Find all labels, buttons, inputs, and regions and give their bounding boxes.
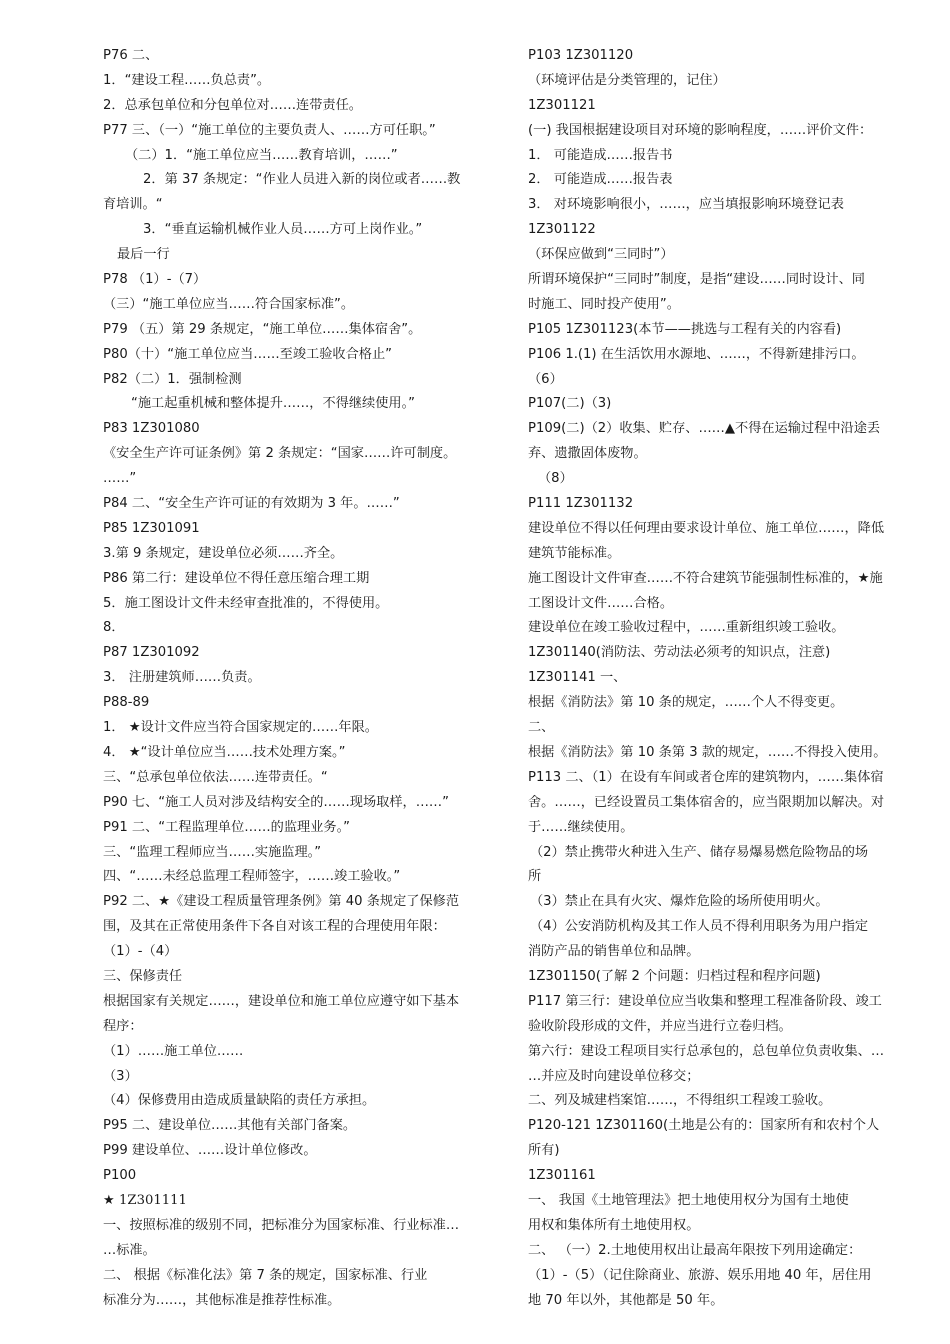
right-text-line: 1Z301122 <box>528 222 596 238</box>
right-text-line: 1Z301150(了解 2 个问题：归档过程和程序问题) <box>528 968 821 984</box>
left-text-line: 一、按照标准的级别不同，把标准分为国家标准、行业标准… <box>103 1217 460 1233</box>
left-text-line: 标准分为……，其他标准是推荐性标准。 <box>103 1292 341 1308</box>
left-text-line: P85 1Z301091 <box>103 520 200 536</box>
right-text-line: （4）公安消防机构及其工作人员不得利用职务为用户指定 <box>530 919 869 935</box>
right-text-line: 所 <box>528 869 542 885</box>
right-text-line: 用权和集体所有土地使用权。 <box>528 1217 700 1233</box>
left-text-line: 5．施工图设计文件未经审查批准的，不得使用。 <box>103 595 389 611</box>
left-text-line: 三、“总承包单位依法……连带责任。“ <box>103 769 328 785</box>
left-text-line: 围，及其在正常使用条件下各自对该工程的合理使用年限： <box>103 919 446 935</box>
right-text-line: P103 1Z301120 <box>528 48 634 63</box>
left-text-line: （1）-（4） <box>103 944 178 960</box>
left-text-line: P82（二）1．强制检测 <box>103 371 242 387</box>
left-text-line: 2．第 37 条规定：“作业人员进入新的岗位或者……教 <box>143 172 461 188</box>
left-text-line: 3．“垂直运输机械作业人员……方可上岗作业。” <box>143 222 423 238</box>
left-text-line: P86 第二行：建设单位不得任意压缩合理工期 <box>103 570 370 586</box>
left-text-line: ……” <box>103 471 137 487</box>
right-text-line: 弃、遗撒固体废物。 <box>528 446 647 462</box>
left-text-line: P95 二、建设单位……其他有关部门备案。 <box>103 1118 357 1134</box>
right-text-line: 3． 对环境影响很小，……，应当填报影响环境登记表 <box>528 197 844 213</box>
left-text-line: “施工起重机械和整体提升……，不得继续使用。” <box>131 396 415 412</box>
right-text-line: 建设单位不得以任何理由要求设计单位、施工单位……，降低 <box>528 520 885 536</box>
right-text-line: 1Z301141 一、 <box>528 670 627 686</box>
right-text-line: 二、列及城建档案馆……，不得组织工程竣工验收。 <box>528 1093 832 1109</box>
left-text-line: 4． ★“设计单位应当……技术处理方案。” <box>103 744 346 760</box>
left-column <box>103 44 491 1313</box>
right-text-line: 时施工、同时投产使用”。 <box>528 296 680 312</box>
right-text-line: 所有) <box>528 1143 560 1159</box>
left-text-line: 三、“监理工程师应当……实施监理。” <box>103 844 322 860</box>
right-text-line: （2）禁止携带火种进入生产、储存易爆易燃危险物品的场 <box>530 844 869 860</box>
left-text-line: 育培训。“ <box>103 197 163 213</box>
right-text-line: （8） <box>538 471 573 487</box>
right-text-line: 根据《消防法》第 10 条第 3 款的规定，……不得投入使用。 <box>528 744 887 760</box>
left-text-line: P79 （五）第 29 条规定，“施工单位……集体宿舍”。 <box>103 321 422 337</box>
right-text-line: 舍。……，已经设置员工集体宿舍的，应当限期加以解决。对 <box>528 794 885 810</box>
left-text-line: P83 1Z301080 <box>103 421 200 437</box>
left-text-line: 《安全生产许可证条例》第 2 条规定：“国家……许可制度。 <box>103 446 457 462</box>
right-text-line: 1Z301121 <box>528 97 596 113</box>
left-text-line: P80（十）“施工单位应当……至竣工验收合格止” <box>103 346 392 362</box>
right-text-line: 建筑节能标准。 <box>528 545 621 561</box>
right-text-line: 工图设计文件……合格。 <box>528 595 674 611</box>
left-text-line: （1）……施工单位…… <box>103 1043 244 1059</box>
left-text-line: 1． ★设计文件应当符合国家规定的……年限。 <box>103 720 378 736</box>
right-text-line: P109(二)（2）收集、贮存、……▲不得在运输过程中沿途丢 <box>528 421 881 437</box>
right-text-line: 地 70 年以外，其他都是 50 年。 <box>528 1292 724 1308</box>
right-text-line: 施工图设计文件审查……不符合建筑节能强制性标准的，★施 <box>528 570 883 586</box>
right-text-line: (一) 我国根据建设项目对环境的影响程度，……评价文件： <box>528 122 873 138</box>
right-text-line: 1Z301161 <box>528 1168 596 1184</box>
right-text-line: （1）-（5）（记住除商业、旅游、娱乐用地 40 年，居住用 <box>528 1267 872 1283</box>
right-text-line: 二、 <box>528 720 555 736</box>
left-text-line: P100 <box>103 1168 137 1184</box>
right-text-line: （环境评估是分类管理的，记住） <box>528 72 726 88</box>
left-text-line: P91 二、“工程监理单位……的监理业务。” <box>103 819 350 835</box>
right-text-line: P111 1Z301132 <box>528 496 634 512</box>
left-text-line: P84 二、“安全生产许可证的有效期为 3 年。……” <box>103 496 400 512</box>
right-text-line: …并应及时向建设单位移交； <box>528 1068 700 1084</box>
left-text-line: 3.第 9 条规定，建设单位必须……齐全。 <box>103 545 344 561</box>
left-text-line: 四、“……未经总监理工程师签字，……竣工验收。” <box>103 869 401 885</box>
right-text-line: 二、 （一）2.土地使用权出让最高年限按下列用途确定： <box>528 1242 862 1258</box>
left-text-line: 最后一行 <box>117 247 170 263</box>
right-text-line: P107(二)（3) <box>528 396 612 412</box>
right-text-line: （3）禁止在具有火灾、爆炸危险的场所使用明火。 <box>530 894 829 910</box>
right-text-line: 一、 我国《土地管理法》把土地使用权分为国有土地使 <box>528 1192 849 1208</box>
left-text-line: 三、保修责任 <box>103 968 183 984</box>
left-text-line: 1．“建设工程……负总责”。 <box>103 72 271 88</box>
left-text-line: 二、 根据《标准化法》第 7 条的规定，国家标准、行业 <box>103 1267 428 1283</box>
right-text-line: 于……继续使用。 <box>528 819 634 835</box>
right-text-line: P120-121 1Z301160(土地是公有的：国家所有和农村个人 <box>528 1118 880 1134</box>
right-text-line: P105 1Z301123(本节——挑选与工程有关的内容看) <box>528 321 842 337</box>
left-text-line: P78 （1）-（7） <box>103 272 207 288</box>
left-text-line: （三）“施工单位应当……符合国家标准”。 <box>103 296 355 312</box>
left-text-line: P87 1Z301092 <box>103 645 200 661</box>
left-text-line: 8． <box>103 620 125 636</box>
left-text-line: P88-89 <box>103 695 150 711</box>
left-text-line: （3） <box>103 1068 138 1084</box>
right-text-line: （6） <box>528 371 563 387</box>
left-text-line: 3． 注册建筑师……负责。 <box>103 670 261 686</box>
left-text-line: 根据国家有关规定……，建设单位和施工单位应遵守如下基本 <box>103 993 460 1009</box>
right-text-line: 所谓环境保护“三同时”制度，是指“建设……同时设计、同 <box>528 272 865 288</box>
right-text-line: 1． 可能造成……报告书 <box>528 147 673 163</box>
right-text-line: P106 1.(1) 在生活饮用水源地、……，不得新建排污口。 <box>528 346 865 362</box>
left-text-line: 程序： <box>103 1018 143 1034</box>
left-text-line: P90 七、“施工人员对涉及结构安全的……现场取样，……” <box>103 794 449 810</box>
left-text-line: P99 建设单位、……设计单位修改。 <box>103 1143 317 1159</box>
left-text-line: P77 三、（一）“施工单位的主要负责人、……方可任职。” <box>103 122 436 138</box>
right-text-line: P117 第三行：建设单位应当收集和整理工程准备阶段、竣工 <box>528 993 882 1009</box>
right-text-line: 根据《消防法》第 10 条的规定，……个人不得变更。 <box>528 695 844 711</box>
left-text-line: （二）1．“施工单位应当……教育培训，……” <box>125 147 398 163</box>
right-text-line: 验收阶段形成的文件，并应当进行立卷归档。 <box>528 1018 792 1034</box>
left-text-line: ★ 1Z301111 <box>103 1192 187 1208</box>
right-text-line: P113 二、（1）在设有车间或者仓库的建筑物内，……集体宿 <box>528 769 884 785</box>
left-text-line: 2．总承包单位和分包单位对……连带责任。 <box>103 97 362 113</box>
right-text-line: 消防产品的销售单位和品牌。 <box>528 944 700 960</box>
right-text-line: 1Z301140(消防法、劳动法必须考的知识点，注意) <box>528 645 831 661</box>
left-text-line: P92 二、★《建设工程质量管理条例》第 40 条规定了保修范 <box>103 894 460 910</box>
left-text-line: （4）保修费用由造成质量缺陷的责任方承担。 <box>103 1093 376 1109</box>
right-column <box>528 44 918 1313</box>
right-text-line: 第六行：建设工程项目实行总承包的，总包单位负责收集、… <box>528 1043 885 1059</box>
right-text-line: 建设单位在竣工验收过程中，……重新组织竣工验收。 <box>528 620 845 636</box>
right-text-line: 2． 可能造成……报告表 <box>528 172 673 188</box>
right-text-line: （环保应做到“三同时”） <box>528 247 674 263</box>
left-text-line: …标准。 <box>103 1242 156 1258</box>
left-text-line: P76 二、 <box>103 48 159 63</box>
